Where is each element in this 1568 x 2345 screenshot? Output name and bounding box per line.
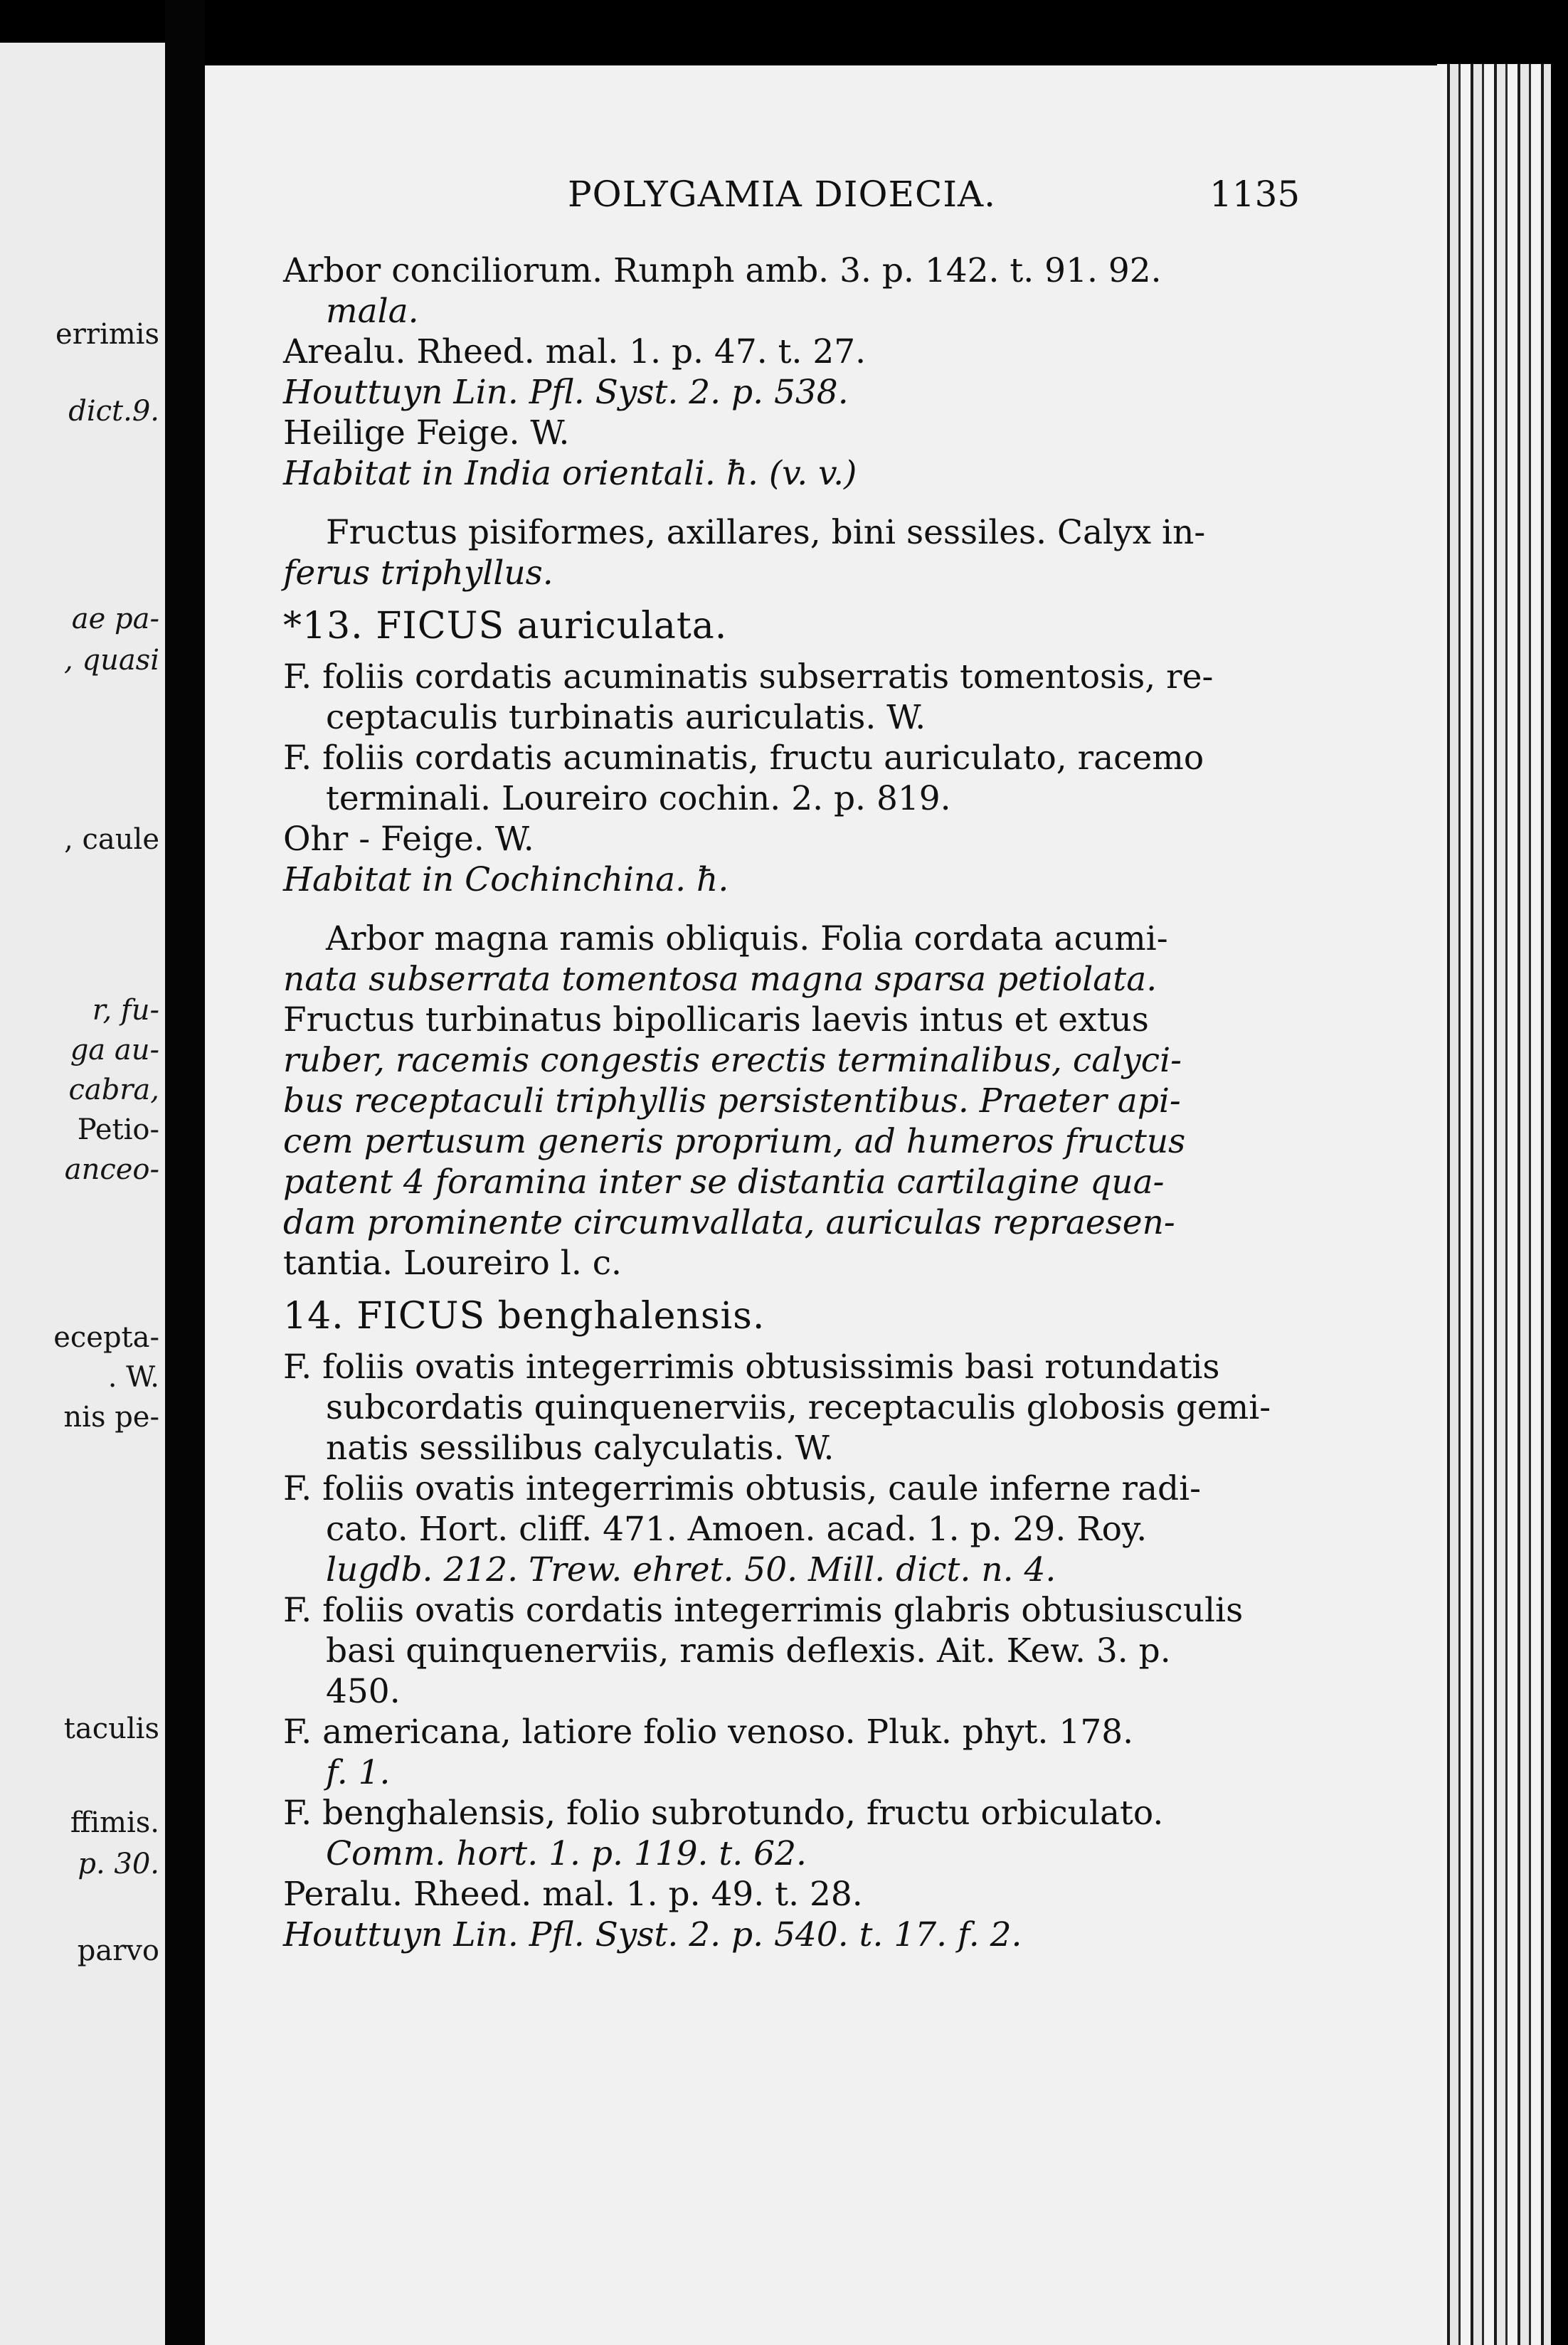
page-number: 1135 xyxy=(1209,174,1301,215)
page-edges xyxy=(1437,64,1551,2345)
book-gutter xyxy=(165,0,205,2345)
text-line: Arbor magna ramis obliquis. Folia cordata acumi- xyxy=(326,919,1168,958)
adjacent-page-fragment: Petio- xyxy=(77,1113,159,1146)
adjacent-page-fragment: ae pa- xyxy=(71,603,159,635)
adjacent-page-fragment: ffimis. xyxy=(70,1806,159,1839)
adjacent-page-fragment: , quasi xyxy=(64,644,159,677)
species-heading: 14. FICUS benghalensis. xyxy=(283,1295,766,1338)
text-line: subcordatis quinquenerviis, receptaculis globosis gemi- xyxy=(326,1388,1271,1427)
text-line: F. foliis ovatis integerrimis obtusis, caule inferne radi- xyxy=(283,1469,1201,1508)
text-line: F. foliis cordatis acuminatis subserratis tomentosis, re- xyxy=(283,657,1214,697)
adjacent-page-fragment: . W. xyxy=(107,1361,159,1394)
text-line: Peralu. Rheed. mal. 1. p. 49. t. 28. xyxy=(283,1875,863,1914)
text-line: patent 4 foramina inter se distantia cartilagine qua- xyxy=(283,1163,1165,1202)
text-line: lugdb. 212. Trew. ehret. 50. Mill. dict. n. 4. xyxy=(326,1550,1056,1589)
text-line: f. 1. xyxy=(326,1753,391,1792)
text-line: basi quinquenerviis, ramis deflexis. Ait. Kew. 3. p. xyxy=(326,1631,1171,1671)
adjacent-page-fragment: , caule xyxy=(64,823,159,856)
adjacent-page-fragment: nis pe- xyxy=(63,1401,159,1434)
text-line: mala. xyxy=(326,292,419,331)
text-line: Houttuyn Lin. Pfl. Syst. 2. p. 538. xyxy=(283,373,849,412)
text-line: F. benghalensis, folio subrotundo, fructu orbiculato. xyxy=(283,1794,1164,1833)
running-title: POLYGAMIA DIOECIA. xyxy=(568,174,996,215)
page-header xyxy=(205,174,1443,223)
text-line: Habitat in Cochinchina. ħ. xyxy=(283,860,729,899)
text-line: Habitat in India orientali. ħ. (v. v.) xyxy=(283,454,857,493)
text-line: cem pertusum generis proprium, ad humeros fructus xyxy=(283,1122,1186,1161)
text-line: Heilige Feige. W. xyxy=(283,413,570,452)
species-heading: *13. FICUS auriculata. xyxy=(283,605,728,647)
text-line: ceptaculis turbinatis auriculatis. W. xyxy=(326,698,926,737)
text-line: dam prominente circumvallata, auriculas repraesen- xyxy=(283,1203,1175,1242)
text-line: bus receptaculi triphyllis persistentibus. Praeter api- xyxy=(283,1081,1181,1121)
book-page xyxy=(205,65,1443,2345)
text-line: F. foliis ovatis cordatis integerrimis glabris obtusiusculis xyxy=(283,1591,1244,1630)
adjacent-page xyxy=(0,43,165,2345)
adjacent-page-fragment: ecepta- xyxy=(53,1321,159,1354)
text-line: 450. xyxy=(326,1672,401,1711)
adjacent-page-fragment: anceo- xyxy=(64,1153,159,1186)
text-line: Comm. hort. 1. p. 119. t. 62. xyxy=(326,1834,807,1873)
text-line: Arealu. Rheed. mal. 1. p. 47. t. 27. xyxy=(283,332,867,371)
adjacent-page-fragment: parvo xyxy=(77,1934,159,1967)
adjacent-page-fragment: r, fu- xyxy=(92,994,159,1027)
text-line: nata subserrata tomentosa magna sparsa petiolata. xyxy=(283,960,1158,999)
text-line: Arbor conciliorum. Rumph amb. 3. p. 142. t. 91. 92. xyxy=(283,251,1162,290)
text-line: Fructus pisiformes, axillares, bini sessiles. Calyx in- xyxy=(326,513,1206,552)
text-line: F. foliis ovatis integerrimis obtusissimis basi rotundatis xyxy=(283,1348,1220,1387)
text-line: F. americana, latiore folio venoso. Pluk. phyt. 178. xyxy=(283,1713,1134,1752)
adjacent-page-fragment: dict.9. xyxy=(68,395,159,428)
adjacent-page-fragment: ga au- xyxy=(70,1034,159,1066)
text-line: F. foliis cordatis acuminatis, fructu auriculato, racemo xyxy=(283,739,1204,778)
text-line: Houttuyn Lin. Pfl. Syst. 2. p. 540. t. 17. f. 2. xyxy=(283,1915,1022,1954)
adjacent-page-fragment: cabra, xyxy=(68,1074,159,1106)
text-line: cato. Hort. cliff. 471. Amoen. acad. 1. p. 29. Roy. xyxy=(326,1510,1148,1549)
text-line: natis sessilibus calyculatis. W. xyxy=(326,1429,835,1468)
adjacent-page-fragment: p. 30. xyxy=(78,1848,159,1880)
adjacent-page-fragment: taculis xyxy=(63,1713,159,1745)
adjacent-page-fragment: errimis xyxy=(55,318,159,351)
page-body xyxy=(283,250,1393,1955)
text-line: terminali. Loureiro cochin. 2. p. 819. xyxy=(326,779,951,818)
text-line: tantia. Loureiro l. c. xyxy=(283,1244,622,1283)
text-line: ferus triphyllus. xyxy=(283,554,553,593)
text-line: Fructus turbinatus bipollicaris laevis intus et extus xyxy=(283,1000,1149,1039)
text-line: Ohr - Feige. W. xyxy=(283,820,534,859)
text-line: ruber, racemis congestis erectis terminalibus, calyci- xyxy=(283,1041,1182,1080)
